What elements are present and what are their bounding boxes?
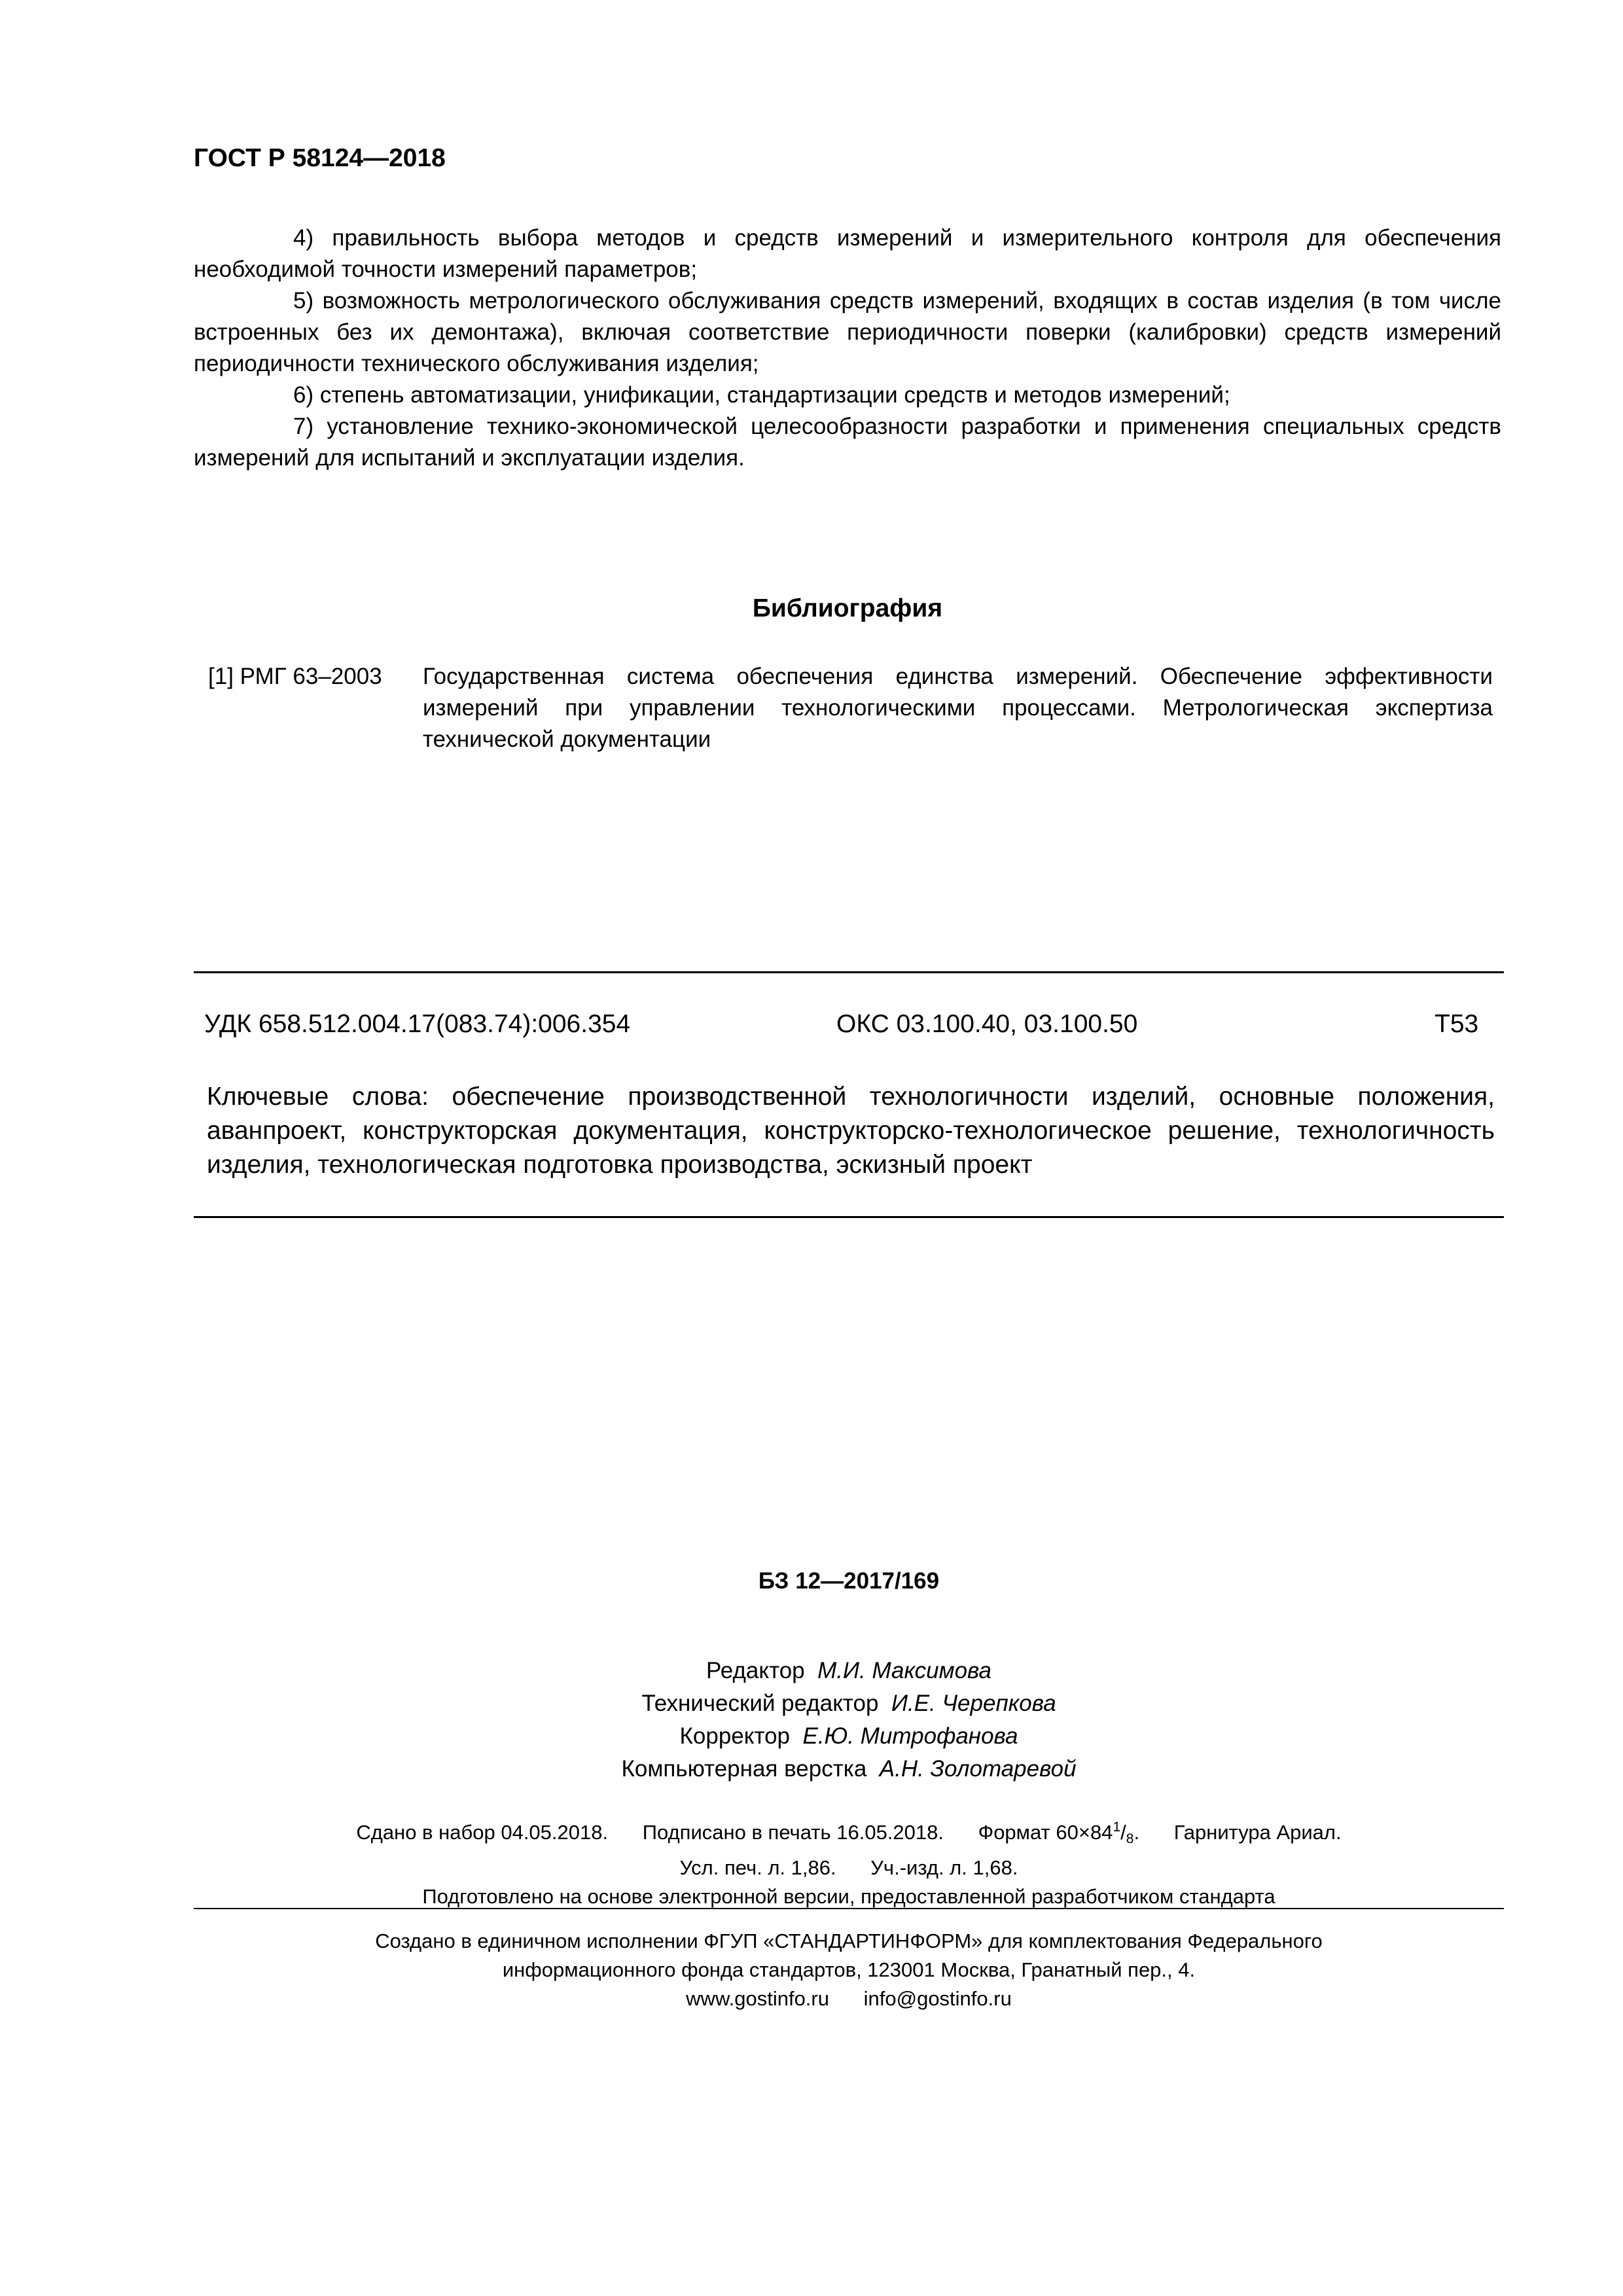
prepared-note: Подготовлено на основе электронной версии, предоставленной разработчиком стандарта — [422, 1885, 1275, 1908]
staff-role: Технический редактор — [641, 1691, 879, 1716]
divider-top — [194, 971, 1504, 973]
requirements-list — [194, 223, 1501, 474]
staff-role: Корректор — [679, 1723, 791, 1749]
footer-line-2: информационного фонда стандартов, 123001 Москва, Гранатный пер., 4. — [502, 1958, 1196, 1981]
staff-row — [194, 1720, 1504, 1753]
bibliography-ref: [1] РМГ 63–2003 — [208, 664, 382, 689]
staff-role: Редактор — [705, 1658, 805, 1683]
format-prefix: Формат 60×84 — [978, 1821, 1113, 1844]
document-code: ГОСТ Р 58124—2018 — [194, 144, 446, 172]
website-link[interactable]: www.gostinfo.ru — [686, 1987, 829, 2010]
bz-number: БЗ 12—2017/169 — [758, 1568, 940, 1594]
submitted-date: Сдано в набор 04.05.2018. — [356, 1821, 609, 1844]
staff-row — [194, 1753, 1504, 1785]
imprint-line-1 — [194, 1813, 1504, 1854]
list-item: 7) установление технико-экономической целесообразности разработки и применения специальных средств измерений для испытаний и эксплуатации изделия. — [194, 414, 1501, 471]
bibliography-title: Библиография — [752, 594, 943, 622]
imprint-line-2 — [194, 1854, 1504, 1882]
footer-contacts — [194, 1984, 1504, 2013]
keywords: Ключевые слова: обеспечение производственной технологичности изделий, основные положения, аванпроект, конструкторская документация, конструкторско-технологическое решение, технологичность изделия, технологическая подготовка производства, эскизный проект — [207, 1083, 1495, 1179]
format-suffix: . — [1133, 1821, 1140, 1844]
classification-code: Т53 — [1435, 1010, 1479, 1038]
list-item: 5) возможность метрологического обслуживания средств измерений, входящих в состав изделия (в том числе встроенных без их демонтажа), включая соответствие периодичности поверки (калибровки) средств измерений периодичности технического обслуживания изделия; — [194, 288, 1501, 376]
format-numerator: 1 — [1113, 1820, 1121, 1835]
paper-format: Формат $60\times 84^1/_8$. — [978, 1820, 1140, 1846]
staff-name: М.И. Максимова — [817, 1658, 992, 1683]
bibliography-entry: Государственная система обеспечения единства измерений. Обеспечение эффективности измерений при управлении технологическими процессами. Метрологическая экспертиза технической документации — [423, 664, 1493, 752]
divider-imprint — [194, 1908, 1504, 1909]
email-link[interactable]: info@gostinfo.ru — [863, 1987, 1012, 2010]
format-denominator: 8 — [1126, 1831, 1134, 1846]
editorial-staff — [194, 1655, 1504, 1785]
imprint — [194, 1813, 1504, 1911]
udk-code: УДК 658.512.004.17(083.74):006.354 — [204, 1010, 631, 1038]
staff-name: Е.Ю. Митрофанова — [802, 1723, 1018, 1749]
list-item: 4) правильность выбора методов и средств измерений и измерительного контроля для обеспечения необходимой точности измерений параметров; — [194, 225, 1501, 282]
print-sheets: Усл. печ. л. 1,86. — [679, 1856, 836, 1879]
signed-date: Подписано в печать 16.05.2018. — [642, 1821, 944, 1844]
divider-bottom — [194, 1216, 1504, 1218]
staff-row — [194, 1687, 1504, 1720]
staff-name: А.Н. Золотаревой — [879, 1756, 1077, 1782]
publishing-sheets: Уч.-изд. л. 1,68. — [870, 1856, 1018, 1879]
footer-line-1: Создано в единичном исполнении ФГУП «СТАНДАРТИНФОРМ» для комплектования Федерального — [375, 1929, 1323, 1952]
staff-row — [194, 1655, 1504, 1687]
staff-role: Компьютерная верстка — [621, 1756, 867, 1782]
footer-info — [194, 1927, 1504, 2013]
oks-code: ОКС 03.100.40, 03.100.50 — [836, 1010, 1138, 1038]
typeface: Гарнитура Ариал. — [1173, 1821, 1342, 1844]
staff-name: И.Е. Черепкова — [891, 1691, 1056, 1716]
list-item: 6) степень автоматизации, унификации, стандартизации средств и методов измерений; — [293, 382, 1230, 408]
